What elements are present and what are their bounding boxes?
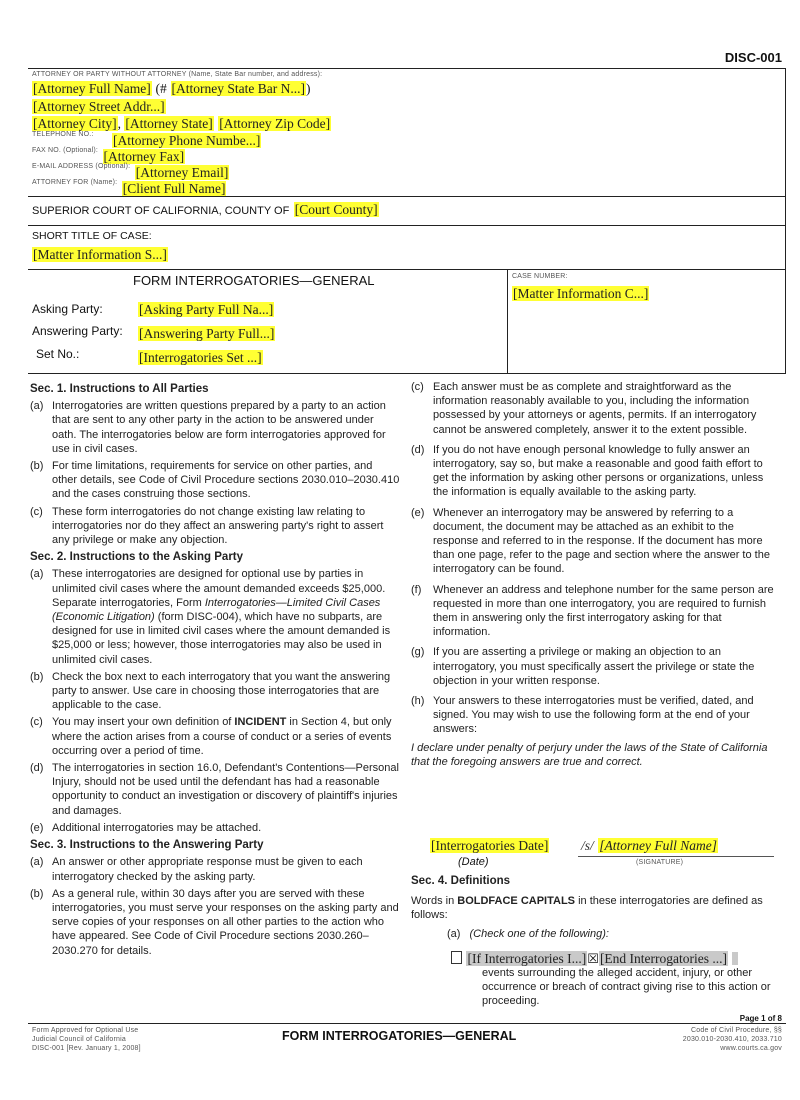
telephone-label: TELEPHONE NO.:: [32, 131, 94, 138]
sec4-block: [411, 872, 776, 941]
text: As a general rule, within 30 days after you are served with these interrogatories, you must serve your responses on the asking party and serve copies of your responses on all other parties to the action who have appeared. See Code of Civil Procedure sections 2030.260–2030.270 for details.: [52, 887, 399, 957]
text: Whenever an interrogatory may be answered by referring to a document, the document may be attached as an exhibit to the response and referred to in the response. If the document has more than one page, refer to the page and section where the answer to the interrogatory can be found.: [433, 506, 770, 576]
fax-label: FAX NO. (Optional):: [32, 147, 99, 154]
email-field[interactable]: [Attorney Email]: [135, 165, 229, 180]
text: These form interrogatories do not change existing law relating to interrogatories nor do they affect an answering party's right to assert any privilege or make any objection.: [52, 505, 384, 547]
short-title-label: SHORT TITLE OF CASE:: [32, 230, 152, 242]
marker: (b): [30, 887, 44, 900]
form-id: DISC-001: [724, 50, 782, 65]
sec4a-text: events surrounding the alleged accident, injury, or other occurrence or breach of contract giving rise to this action or proceeding.: [482, 967, 771, 1008]
asking-field[interactable]: [Asking Party Full Na...]: [139, 302, 274, 317]
attorney-label: ATTORNEY OR PARTY WITHOUT ATTORNEY (Name, State Bar number, and address):: [32, 71, 323, 78]
sec3-item-e: [411, 506, 776, 577]
zip-field[interactable]: [Attorney Zip Code]: [219, 116, 331, 131]
marker: (b): [30, 460, 44, 473]
check-close-field[interactable]: [End Interrogatories ...]: [599, 951, 728, 966]
answering-label: Answering Party:: [32, 324, 123, 338]
footer-left-2: Judicial Council of California: [32, 1036, 126, 1043]
answering-row: [138, 325, 275, 343]
text-a-italic: Interrogatories—Limited Civil Cases (Economic Litigation): [52, 596, 381, 624]
text-c2: in Section 4, but only where the action arises from a course of conduct or a series of events occurring over a period of time.: [52, 716, 392, 757]
sec3-item-a: [30, 855, 400, 883]
footer-left-1: Form Approved for Optional Use: [32, 1027, 139, 1034]
signature-row: [581, 837, 718, 855]
text: Additional interrogatories may be attached.: [52, 821, 262, 834]
attorney-for-row: [32, 179, 226, 197]
sec4a-marker: (a): [447, 927, 461, 940]
sec3-title: Sec. 3. Instructions to the Answering Party: [30, 839, 264, 852]
page-number: Page 1 of 8: [739, 1014, 782, 1023]
signature-line: [578, 856, 774, 857]
marker: (c): [30, 716, 43, 729]
marker: (a): [30, 856, 44, 869]
text: Whenever an address and telephone number for the same person are requested in more than one interrogatory, you are required to furnish them in answering only the first interrogatory asking for that information.: [433, 583, 774, 639]
check-open-field[interactable]: [If Interrogatories I...]: [467, 951, 587, 966]
footer-left: [32, 1026, 141, 1053]
attorney-name-field[interactable]: [Attorney Full Name]: [33, 81, 151, 96]
date-field[interactable]: [Interrogatories Date]: [431, 838, 549, 853]
sec4-text2: in these interrogatories are defined as follows:: [411, 895, 763, 922]
sec3-item-d: [411, 443, 776, 500]
marker: (e): [30, 821, 44, 834]
date-label: (Date): [458, 856, 489, 868]
text-c1: You may insert your own definition of: [52, 716, 235, 729]
email-label: E-MAIL ADDRESS (Optional):: [32, 163, 131, 170]
sec1-item-a: [30, 399, 400, 456]
caption-divider: [507, 270, 508, 374]
declaration: I declare under penalty of perjury under the laws of the State of California that the foregoing answers are true and correct.: [411, 741, 768, 768]
marker: (c): [411, 381, 424, 393]
marker: (f): [411, 583, 422, 596]
check-end: [732, 952, 738, 965]
sec2-item-a: [30, 567, 400, 666]
text: For time limitations, requirements for service on other parties, and other details, see Code of Civil Procedure sections 2030.010–2030.410 and the cases construing those sections.: [52, 460, 400, 501]
bar-number-field[interactable]: [Attorney State Bar N...]: [171, 81, 305, 96]
sec4a-row: [447, 927, 776, 941]
client-field[interactable]: [Client Full Name]: [122, 181, 226, 196]
check-glyph: ☒: [587, 951, 599, 966]
marker: (b): [30, 670, 44, 683]
case-number-label: CASE NUMBER:: [512, 273, 568, 280]
bar-close: ): [305, 81, 311, 96]
city-field[interactable]: [Attorney City]: [33, 116, 117, 131]
sec2-item-c: [30, 715, 400, 758]
signature-field[interactable]: [Attorney Full Name]: [599, 838, 717, 853]
court-label: SUPERIOR COURT OF CALIFORNIA, COUNTY OF: [32, 205, 290, 217]
short-title-field[interactable]: [Matter Information S...]: [33, 247, 167, 262]
right-column: [411, 380, 776, 769]
state-field[interactable]: [Attorney State]: [125, 116, 213, 131]
sec2-item-b: [30, 670, 400, 713]
checkbox[interactable]: [451, 951, 462, 964]
set-label: Set No.:: [36, 347, 80, 361]
case-number-row: [512, 285, 649, 303]
asking-row: [138, 301, 274, 319]
caption-title: FORM INTERROGATORIES—GENERAL: [133, 273, 375, 288]
fax-field[interactable]: [Attorney Fax]: [103, 149, 185, 164]
footer-center: FORM INTERROGATORIES—GENERAL: [282, 1029, 517, 1043]
sec2-item-d: [30, 761, 400, 818]
text: Interrogatories are written questions prepared by a party to an action that are sent to any other party in the action to be answered under oath. The interrogatories below are form interrogatories approved for use in civil cases.: [52, 400, 386, 455]
answering-field[interactable]: [Answering Party Full...]: [139, 326, 275, 341]
text-a2: (form DISC-004), which have no subparts, are designed for use in limited civil cases where the amount demanded is $25,000 or less; however, those interrogatories may also be used in unlimited civil cases.: [52, 611, 391, 666]
sec4-title: Sec. 4. Definitions: [411, 875, 511, 887]
sec4-bold: BOLDFACE CAPITALS: [457, 895, 576, 908]
bar-open: (#: [155, 81, 167, 96]
street-field[interactable]: [Attorney Street Addr...]: [33, 99, 165, 114]
set-field[interactable]: [Interrogatories Set ...]: [139, 350, 262, 365]
sec3-item-b: [30, 887, 400, 958]
short-title-row: [32, 246, 168, 264]
asking-label: Asking Party:: [32, 302, 103, 316]
sig-prefix: /s/: [581, 838, 594, 853]
attorney-name-row: [32, 81, 310, 97]
left-column: [30, 380, 400, 961]
marker: (a): [30, 568, 44, 581]
marker: (d): [411, 443, 425, 456]
signature-label: (SIGNATURE): [636, 859, 684, 866]
set-row: [138, 349, 263, 367]
marker: (a): [30, 400, 44, 413]
text: An answer or other appropriate response must be given to each interrogatory checked by the asking party.: [52, 856, 363, 883]
sec2-item-e: [30, 821, 400, 835]
text: The interrogatories in section 16.0, Defendant's Contentions—Personal Injury, should not be used until the defendant has had a reasonable opportunity to conduct an investigation or discovery of plaintiff's injuries and damages.: [52, 762, 399, 817]
sec4a-instruction: (Check one of the following):: [469, 927, 609, 940]
sec3-item-c: [411, 380, 776, 437]
footer-right-1: Code of Civil Procedure, §§: [691, 1027, 782, 1034]
phone-field[interactable]: [Attorney Phone Numbe...]: [113, 133, 261, 148]
sec1-item-b: [30, 459, 400, 502]
court-row: [32, 201, 379, 219]
comma: ,: [117, 116, 125, 131]
marker: (d): [30, 762, 44, 775]
text: Each answer must be as complete and straightforward as the information reasonably available to you, including the information possessed by your attorneys or agents, permits. If an interrogatory cannot be answered completely, answer it to the extent possible.: [433, 381, 757, 436]
footer-right-3: www.courts.ca.gov: [720, 1045, 782, 1052]
text: Check the box next to each interrogatory that you want the answering party to answer. Use care in choosing those interrogatories that are applicable to the case.: [52, 670, 391, 712]
marker: (e): [411, 506, 425, 519]
footer-right: [683, 1026, 782, 1053]
incident-term: INCIDENT: [234, 716, 287, 729]
attorney-for-label: ATTORNEY FOR (Name):: [32, 179, 118, 186]
county-field[interactable]: [Court County]: [294, 202, 378, 217]
sec1-item-c: [30, 505, 400, 548]
text-a1: These interrogatories are designed for optional use by parties in unlimited civil cases where the amount demanded exceeds $25,000. Separate interrogatories, Form: [52, 568, 386, 609]
date-row: [430, 837, 549, 855]
marker: (h): [411, 695, 425, 708]
footer-left-3: DISC-001 [Rev. January 1, 2008]: [32, 1045, 141, 1052]
sec3-item-f: [411, 583, 776, 640]
marker: (g): [411, 646, 425, 659]
case-number-field[interactable]: [Matter Information C...]: [513, 286, 649, 301]
text: If you do not have enough personal knowledge to fully answer an interrogatory, say so, but make a reasonable and good faith effort to get the information by asking other persons or organizations, unless the information is equally available to the asking party.: [433, 443, 764, 499]
text: If you are asserting a privilege or making an objection to an interrogatory, you must specifically assert the privilege or state the objection in your written response.: [433, 646, 755, 687]
sec2-title: Sec. 2. Instructions to the Asking Party: [30, 551, 244, 564]
sec1-title: Sec. 1. Instructions to All Parties: [30, 383, 209, 395]
sec4-intro: [411, 894, 776, 922]
sec4-text1: Words in: [411, 895, 458, 908]
sec3-item-h: [411, 694, 776, 737]
sec3-item-g: [411, 645, 776, 688]
footer-rule: [28, 1023, 786, 1024]
text: Your answers to these interrogatories must be verified, dated, and signed. You may wish to use the following form at the end of your answers:: [433, 695, 754, 736]
marker: (c): [30, 505, 43, 518]
street-row: [32, 98, 166, 116]
footer-right-2: 2030.010-2030.410, 2033.710: [682, 1036, 782, 1043]
